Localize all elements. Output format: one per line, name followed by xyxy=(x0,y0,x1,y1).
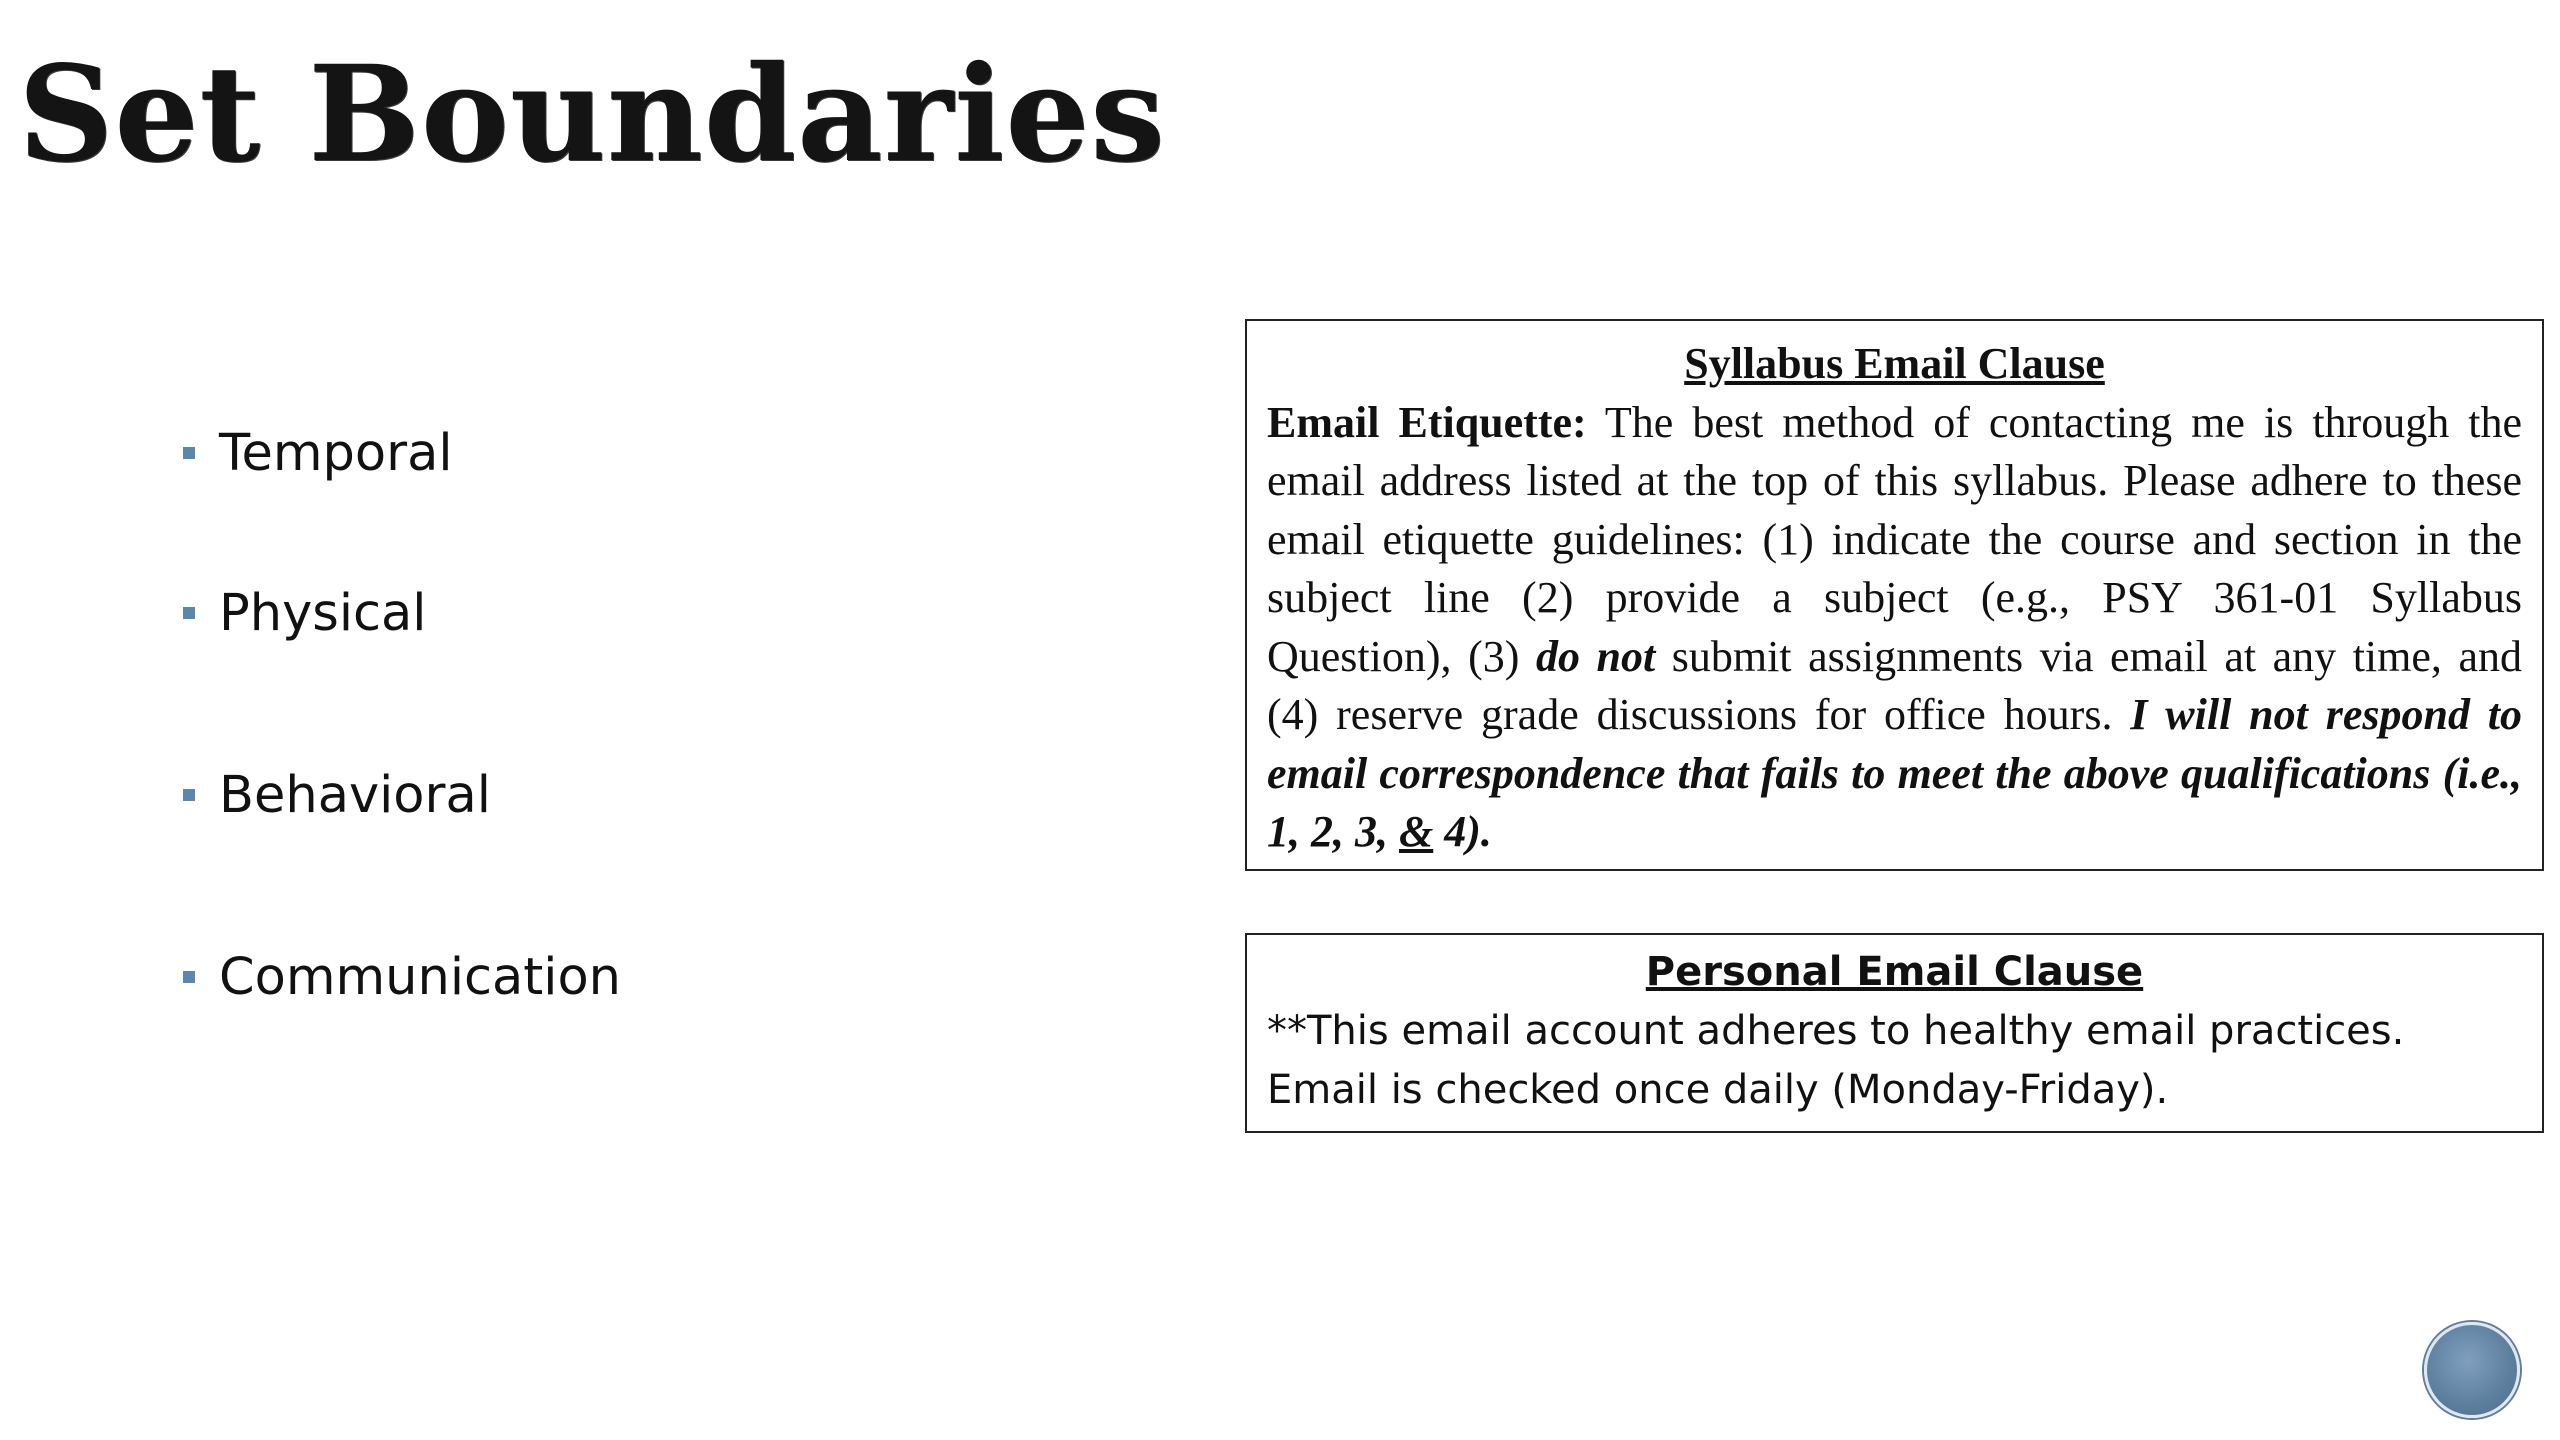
syllabus-clause-heading: Syllabus Email Clause xyxy=(1684,339,2105,388)
do-not-emphasis: do not xyxy=(1535,631,1656,681)
bullet-physical xyxy=(183,578,426,648)
clause-text-2: submit assignments via email at any time, and (4) reserve grade discussions for office hours. xyxy=(1267,631,2522,739)
email-etiquette-label: Email Etiquette: xyxy=(1267,397,1587,447)
personal-clause-body: **This email account adheres to healthy email practices. Email is checked once daily (Monday-Friday). xyxy=(1267,1008,2405,1113)
bullet-label: Temporal xyxy=(219,423,453,483)
bullet-label: Behavioral xyxy=(219,765,491,825)
bullet-communication xyxy=(183,942,621,1012)
syllabus-email-clause-box xyxy=(1245,319,2544,871)
square-bullet-icon xyxy=(183,607,195,619)
personal-email-clause-box xyxy=(1245,933,2544,1133)
ampersand: & xyxy=(1399,807,1434,856)
square-bullet-icon xyxy=(183,971,195,983)
square-bullet-icon xyxy=(183,447,195,459)
square-bullet-icon xyxy=(183,789,195,801)
clause-text-1: The best method of contacting me is through the email address listed at the top of this syllabus. Please adhere to these email etiquette guidelines: (1) indicate the course and section in the subject line (2) provide a subject (e.g., PSY 361-01 Syllabus Question), (3) xyxy=(1267,397,2522,681)
bullet-label: Communication xyxy=(219,947,621,1007)
bullet-label: Physical xyxy=(219,583,427,643)
warning-text-1: I will not respond to email correspondence that fails to meet the above qualifications (i.e., 1, 2, 3, xyxy=(1267,690,2523,856)
circle-nav-button-icon[interactable] xyxy=(2424,1322,2520,1418)
slide-title: Set Boundaries xyxy=(18,37,1166,192)
bullet-behavioral xyxy=(183,760,491,830)
bullet-temporal xyxy=(183,418,453,488)
warning-text-2: 4). xyxy=(1433,807,1492,856)
syllabus-clause-body xyxy=(1267,394,2522,862)
personal-clause-heading: Personal Email Clause xyxy=(1645,949,2144,995)
